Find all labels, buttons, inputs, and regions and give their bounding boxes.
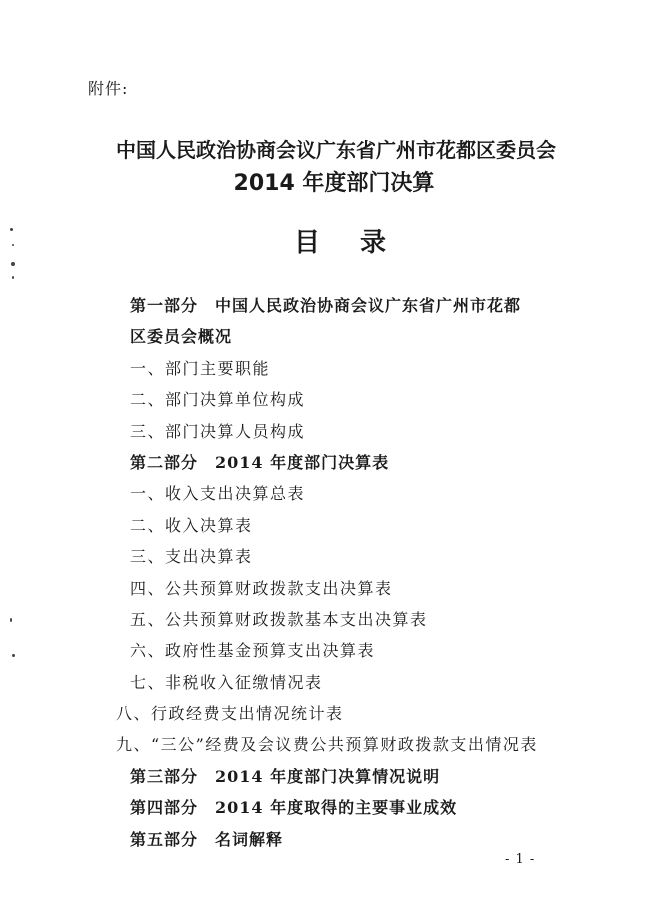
toc-item: 二、部门决算单位构成 <box>130 390 306 410</box>
scan-mark <box>12 244 14 246</box>
toc-part-2: 第二部分 2014 年度部门决算表 <box>130 452 390 472</box>
toc-part-1-line-2: 区委员会概况 <box>130 327 233 347</box>
page-number: - 1 - <box>505 852 536 867</box>
scan-mark <box>12 654 15 657</box>
toc-item: 一、部门主要职能 <box>130 358 271 378</box>
scan-mark <box>12 276 14 279</box>
toc-item: 五、公共预算财政拨款基本支出决算表 <box>130 609 428 629</box>
toc-item: 九、“三公”经费及会议费公共预算财政拨款支出情况表 <box>116 735 538 755</box>
table-of-contents <box>116 290 570 855</box>
toc-item: 八、行政经费支出情况统计表 <box>116 704 344 724</box>
toc-item: 七、非税收入征缴情况表 <box>130 672 323 692</box>
toc-part-5: 第五部分 名词解释 <box>130 829 284 849</box>
toc-item: 三、支出决算表 <box>130 547 253 567</box>
toc-heading: 目录 <box>293 228 426 258</box>
toc-item: 二、收入决算表 <box>130 515 253 535</box>
toc-part-1-line-1: 第一部分 中国人民政治协商会议广东省广州市花都 <box>130 296 522 315</box>
toc-item: 一、收入支出决算总表 <box>130 484 306 504</box>
scan-mark <box>11 262 15 266</box>
toc-part-3: 第三部分 2014 年度部门决算情况说明 <box>130 766 441 786</box>
toc-item: 四、公共预算财政拨款支出决算表 <box>130 578 393 598</box>
toc-item: 三、部门决算人员构成 <box>130 421 306 441</box>
toc-part-4: 第四部分 2014 年度取得的主要事业成效 <box>130 798 458 818</box>
document-subtitle: 2014 年度部门决算 <box>233 171 435 196</box>
scan-mark <box>10 618 12 622</box>
attachment-label: 附件: <box>88 79 129 98</box>
document-title: 中国人民政治协商会议广东省广州市花都区委员会 <box>116 138 556 162</box>
scan-mark <box>10 228 13 231</box>
toc-item: 六、政府性基金预算支出决算表 <box>130 641 376 661</box>
